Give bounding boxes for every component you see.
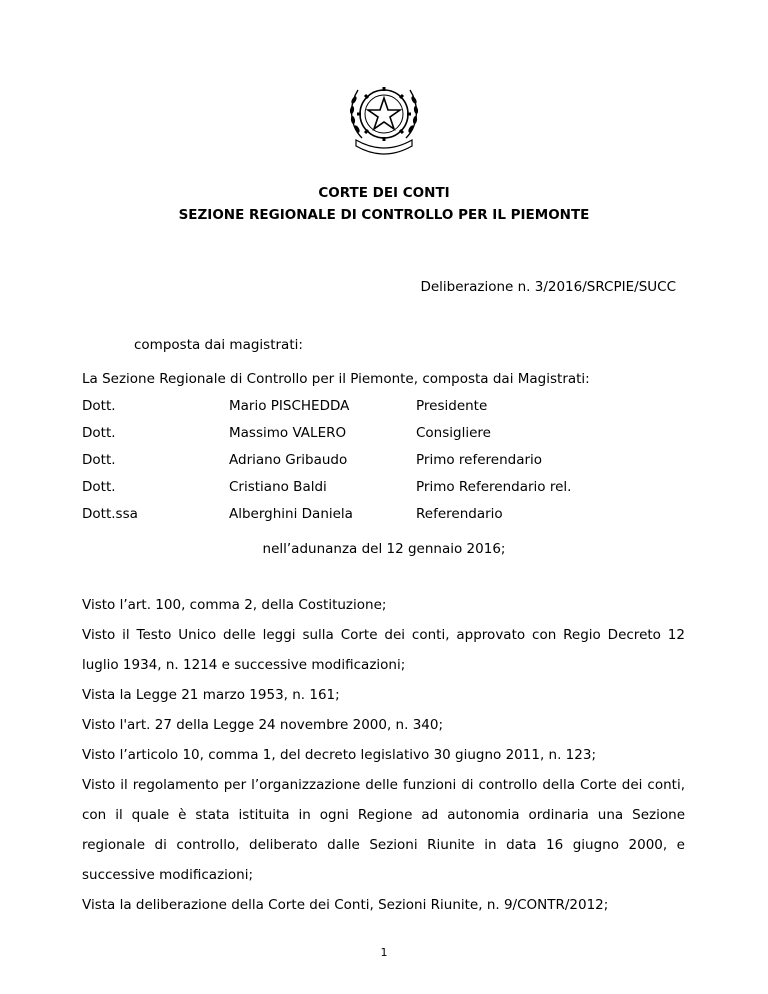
magistrate-name: Adriano Gribaudo <box>229 452 348 468</box>
page-number: 1 <box>380 946 388 959</box>
recital-paragraph: Visto il regolamento per l’organizzazione delle funzioni di controllo della Corte dei conti, con il quale è stata istituita in ogni Regione ad autonomia ordinaria una Sezione regionale di controllo, deliberato dalle Sezioni Riunite in data 16 giugno 2000, e successive modificazioni; <box>82 777 685 883</box>
recital-paragraph: Vista la deliberazione della Corte dei Conti, Sezioni Riunite, n. 9/CONTR/2012; <box>82 897 609 913</box>
deliberation-number: Deliberazione n. 3/2016/SRCPIE/SUCC <box>420 279 676 295</box>
magistrate-title: Dott. <box>82 452 116 468</box>
recital-paragraph: Vista la Legge 21 marzo 1953, n. 161; <box>82 687 340 703</box>
magistrate-name: Cristiano Baldi <box>229 479 327 495</box>
recital-paragraph: Visto l’articolo 10, comma 1, del decreto legislativo 30 giugno 2011, n. 123; <box>82 747 596 763</box>
magistrate-row <box>82 475 682 502</box>
magistrate-title: Dott. <box>82 479 116 495</box>
magistrate-role: Presidente <box>416 398 488 414</box>
magistrate-row <box>82 394 682 421</box>
magistrate-title: Dott.ssa <box>82 506 138 522</box>
recital-paragraph: Visto l'art. 27 della Legge 24 novembre 2000, n. 340; <box>82 717 444 733</box>
magistrate-role: Primo referendario <box>416 452 543 468</box>
italian-republic-emblem-icon <box>342 76 426 156</box>
recitals <box>82 590 685 920</box>
court-title: CORTE DEI CONTI <box>318 185 450 201</box>
magistrate-name: Alberghini Daniela <box>229 506 353 522</box>
magistrate-row <box>82 502 682 529</box>
magistrate-row <box>82 448 682 475</box>
magistrate-role: Referendario <box>416 506 503 522</box>
magistrate-role: Consigliere <box>416 425 491 441</box>
magistrates-table <box>82 394 682 529</box>
recital-paragraph: Visto l’art. 100, comma 2, della Costituzione; <box>82 597 387 613</box>
section-title: SEZIONE REGIONALE DI CONTROLLO PER IL PIEMONTE <box>178 207 590 223</box>
magistrate-name: Massimo VALERO <box>229 425 347 441</box>
composition-label: composta dai magistrati: <box>134 337 303 353</box>
magistrate-row <box>82 421 682 448</box>
magistrate-title: Dott. <box>82 425 116 441</box>
intro-sentence: La Sezione Regionale di Controllo per il Piemonte, composta dai Magistrati: <box>82 371 590 387</box>
magistrate-role: Primo Referendario rel. <box>416 479 572 495</box>
magistrate-name: Mario PISCHEDDA <box>229 398 350 414</box>
recital-paragraph: Visto il Testo Unico delle leggi sulla Corte dei conti, approvato con Regio Decreto 12 luglio 1934, n. 1214 e successive modificazioni; <box>82 627 685 673</box>
magistrate-title: Dott. <box>82 398 116 414</box>
meeting-date: nell’adunanza del 12 gennaio 2016; <box>262 541 506 557</box>
